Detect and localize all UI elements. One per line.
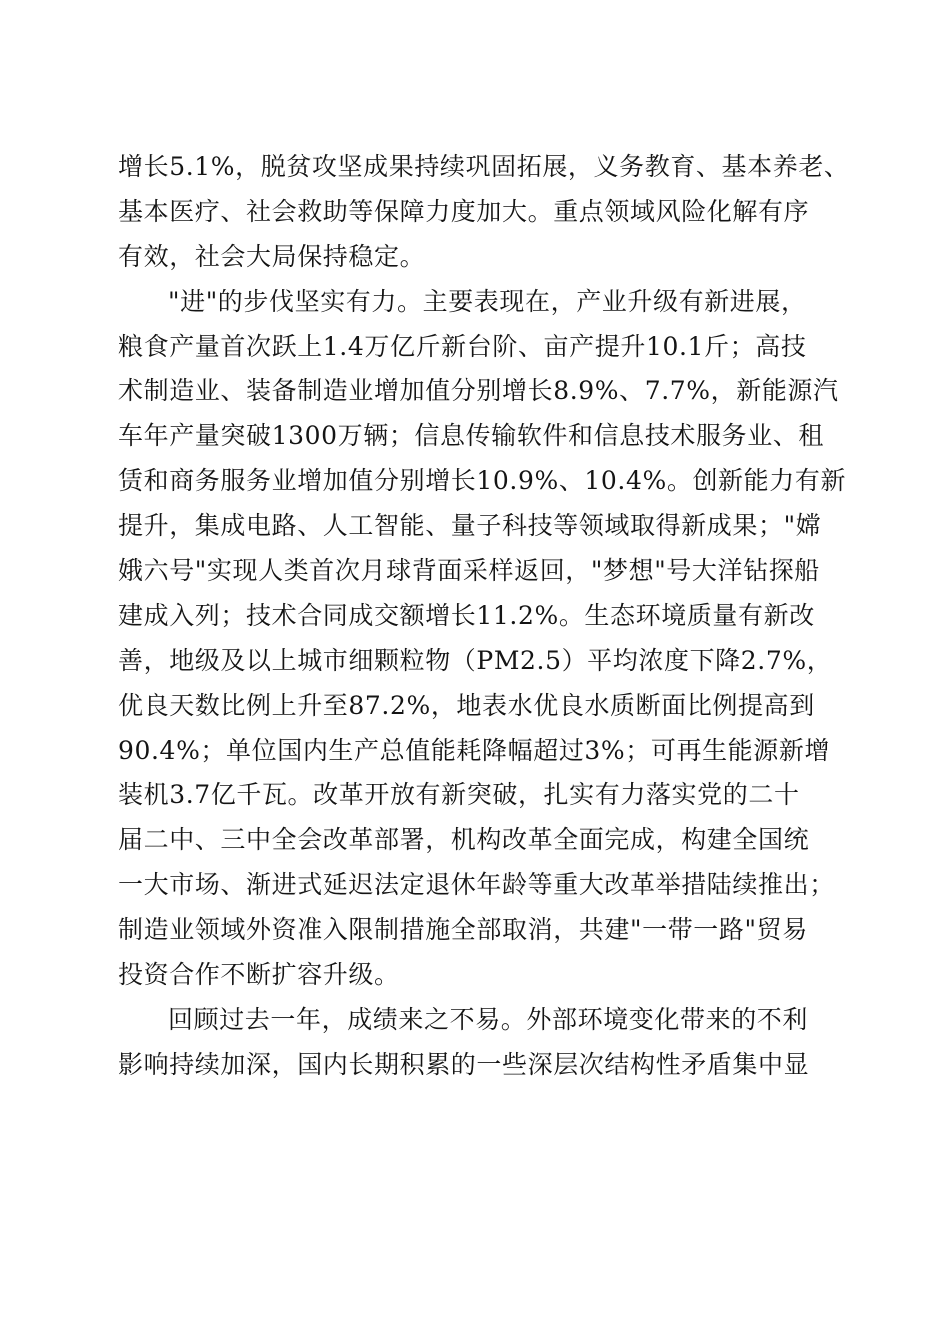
text-line: 建成入列；技术合同成交额增长11.2%。生态环境质量有新改	[118, 600, 815, 630]
paragraph-first-line: 回顾过去一年，成绩来之不易。外部环境变化带来的不利	[168, 1004, 809, 1034]
text-line: 90.4%；单位国内生产总值能耗降幅超过3%；可再生能源新增	[118, 735, 831, 765]
text-line: 届二中、三中全会改革部署，机构改革全面完成，构建全国统	[118, 825, 810, 855]
text-line: 提升，集成电路、人工智能、量子科技等领域取得新成果；"嫦	[118, 511, 822, 541]
text-line: 影响持续加深，国内长期积累的一些深层次结构性矛盾集中显	[118, 1049, 810, 1079]
text-line: 制造业领域外资准入限制措施全部取消，共建"一带一路"贸易	[118, 915, 808, 945]
text-line: 粮食产量首次跃上1.4万亿斤新台阶、亩产提升10.1斤；高技	[118, 331, 807, 361]
body-text	[118, 145, 850, 1088]
text-line: 赁和商务服务业增加值分别增长10.9%、10.4%。创新能力有新	[118, 466, 847, 496]
text-line: 善，地级及以上城市细颗粒物（PM2.5）平均浓度下降2.7%，	[118, 645, 833, 675]
text-line: 术制造业、装备制造业增加值分别增长8.9%、7.7%，新能源汽	[118, 376, 839, 406]
text-line: 有效，社会大局保持稳定。	[118, 241, 426, 271]
text-line: 装机3.7亿千瓦。改革开放有新突破，扎实有力落实党的二十	[118, 780, 800, 810]
text-line: 增长5.1%，脱贫攻坚成果持续巩固拓展，义务教育、基本养老、	[118, 152, 850, 181]
text-line: 优良天数比例上升至87.2%，地表水优良水质断面比例提高到	[118, 690, 815, 720]
text-line: 车年产量突破1300万辆；信息传输软件和信息技术服务业、租	[118, 421, 825, 451]
paragraph-first-line: "进"的步伐坚实有力。主要表现在，产业升级有新进展，	[168, 286, 807, 316]
text-line: 一大市场、渐进式延迟法定退休年龄等重大改革举措陆续推出；	[118, 870, 835, 900]
text-line: 投资合作不断扩容升级。	[118, 960, 400, 990]
text-line: 基本医疗、社会救助等保障力度加大。重点领域风险化解有序	[118, 196, 810, 226]
text-line: 娥六号"实现人类首次月球背面采样返回，"梦想"号大洋钻探船	[118, 556, 820, 586]
